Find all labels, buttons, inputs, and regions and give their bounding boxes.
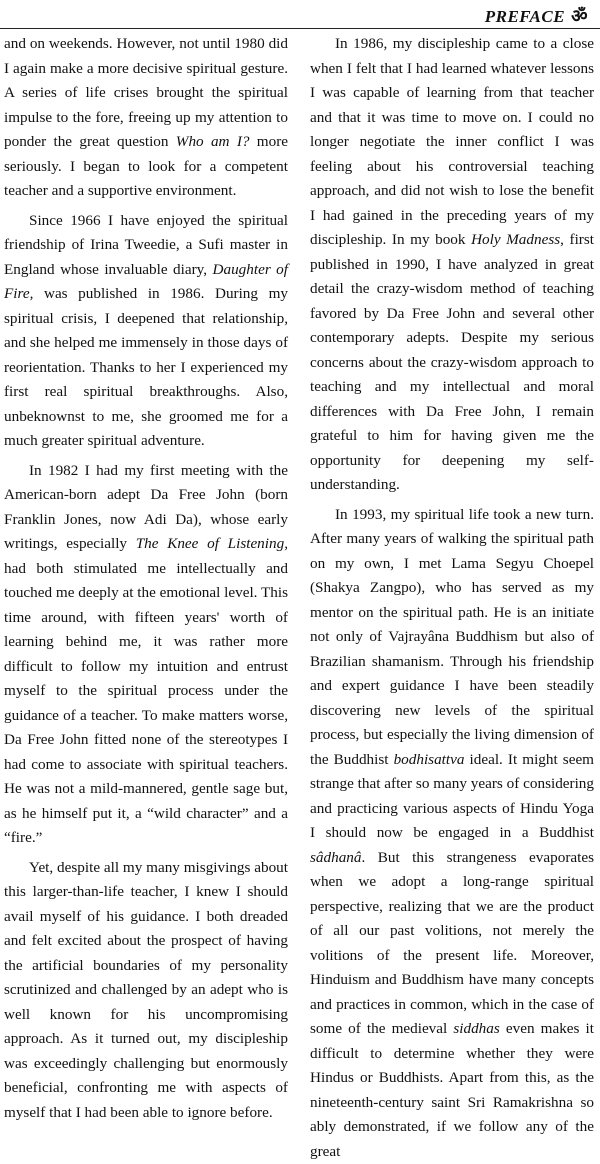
text-run: , was published in 1986. During my spiritual crisis, I deepened that relationship, and she helped me immensely in those days of reorientation. Thanks to her I experienced my first real spiritual breakthroughs. Also, unbeknownst to me, she groomed me for a much greater spiritual adventure. — [4, 285, 288, 449]
paragraph — [310, 32, 594, 498]
header-title: PREFACE — [485, 7, 565, 27]
paragraph — [310, 503, 594, 1164]
om-symbol: ॐ — [571, 4, 588, 28]
right-column — [310, 32, 594, 1164]
text-run: In 1993, my spiritual life took a new turn. After many years of walking the spiritual path on my own, I met Lama Segyu Choepel (Shakya Zangpo), who has served as my mentor on the spiritual path. He is an initiate not only of Vajrayâna Buddhism but also of Brazilian shamanism. Through his friendship and expert guidance I have been steadily discovering new levels of the spiritual process, but especially the living dimension of the Buddhist — [310, 506, 594, 768]
text-run: , first published in 1990, I have analyzed in great detail the crazy-wisdom method of teaching favored by Da Free John and several other contemporary adepts. Despite my serious concerns about the crazy-wisdom approach to teaching and my intellectual and moral differences with Da Free John, I remain grateful to him for having given me the opportunity for deepening my self-understanding. — [310, 231, 594, 493]
text-run: even makes it difficult to determine whether they were Hindus or Buddhists. Apart from this, as the nineteenth-century saint Sri Ramakrishna so ably demonstrated, if we follow any of the great — [310, 1020, 594, 1160]
italic-run: bodhisattva — [394, 751, 465, 768]
italic-run: Daughter of Fire — [4, 261, 288, 303]
text-run: ideal. It might seem strange that after so many years of considering and practicing various aspects of Hindu Yoga I should now be engaged in a Buddhist — [310, 751, 594, 842]
paragraph — [4, 32, 288, 204]
running-header — [485, 4, 588, 30]
italic-run: siddhas — [453, 1020, 499, 1037]
paragraph — [4, 459, 288, 851]
italic-run: Who am I? — [176, 133, 250, 150]
text-run: Since 1966 I have enjoyed the spiritual friendship of Irina Tweedie, a Sufi master in England whose invaluable diary, — [4, 212, 288, 278]
left-column — [4, 32, 288, 1125]
italic-run: sâdhanâ — [310, 849, 361, 866]
paragraph: Yet, despite all my many misgivings about this larger-than-life teacher, I knew I should avail myself of his guidance. I both dreaded and felt excited about the prospect of having the artificial boundaries of my personality scrutinized and challenged by an adept who is well known for his uncompromising approach. As it turned out, my discipleship was exceedingly challenging but enormously beneficial, confronting me with aspects of myself that I had been able to ignore before. — [4, 856, 288, 1126]
paragraph — [4, 209, 288, 454]
text-run: In 1982 I had my first meeting with the American-born adept Da Free John (born Franklin Jones, now Adi Da), whose early writings, especially — [4, 462, 288, 553]
text-run: and on weekends. However, not until 1980 did I again make a more decisive spiritual gesture. A series of life crises brought the spiritual impulse to the fore, freeing up my attention to ponder the great question — [4, 35, 288, 150]
text-run: In 1986, my discipleship came to a close when I felt that I had learned whatever lessons I was capable of learning from that teacher and that it was time to move on. I could no longer negotiate the inner conflict I was feeling about his controversial teaching approach, and did not wish to lose the benefit I had gained in the preceding years of my discipleship. In my book — [310, 35, 594, 248]
text-run: , had both stimulated me intellectually and touched me deeply at the emotional level. This time around, with fifteen years' worth of learning behind me, it was rather more difficult to follow my intuition and entrust myself to the spiritual process under the guidance of a teacher. To make matters worse, Da Free John fitted none of the stereotypes I had come to associate with spiritual teachers. He was not a mild-mannered, gentle sage but, as he himself put it, a “wild character” and a “fire.” — [4, 535, 288, 846]
text-run: more seriously. I began to look for a competent teacher and a supportive environment. — [4, 133, 288, 199]
italic-run: The Knee of Listening — [136, 535, 284, 552]
italic-run: Holy Madness — [471, 231, 560, 248]
header-rule — [0, 28, 600, 29]
text-run: . But this strangeness evaporates when we adopt a long-range spiritual perspective, realizing that we are the product of all our past volitions, not merely the volitions of the present life. Moreover, Hinduism and Buddhism have many concepts and practices in common, which in the case of some of the medieval — [310, 849, 594, 1038]
